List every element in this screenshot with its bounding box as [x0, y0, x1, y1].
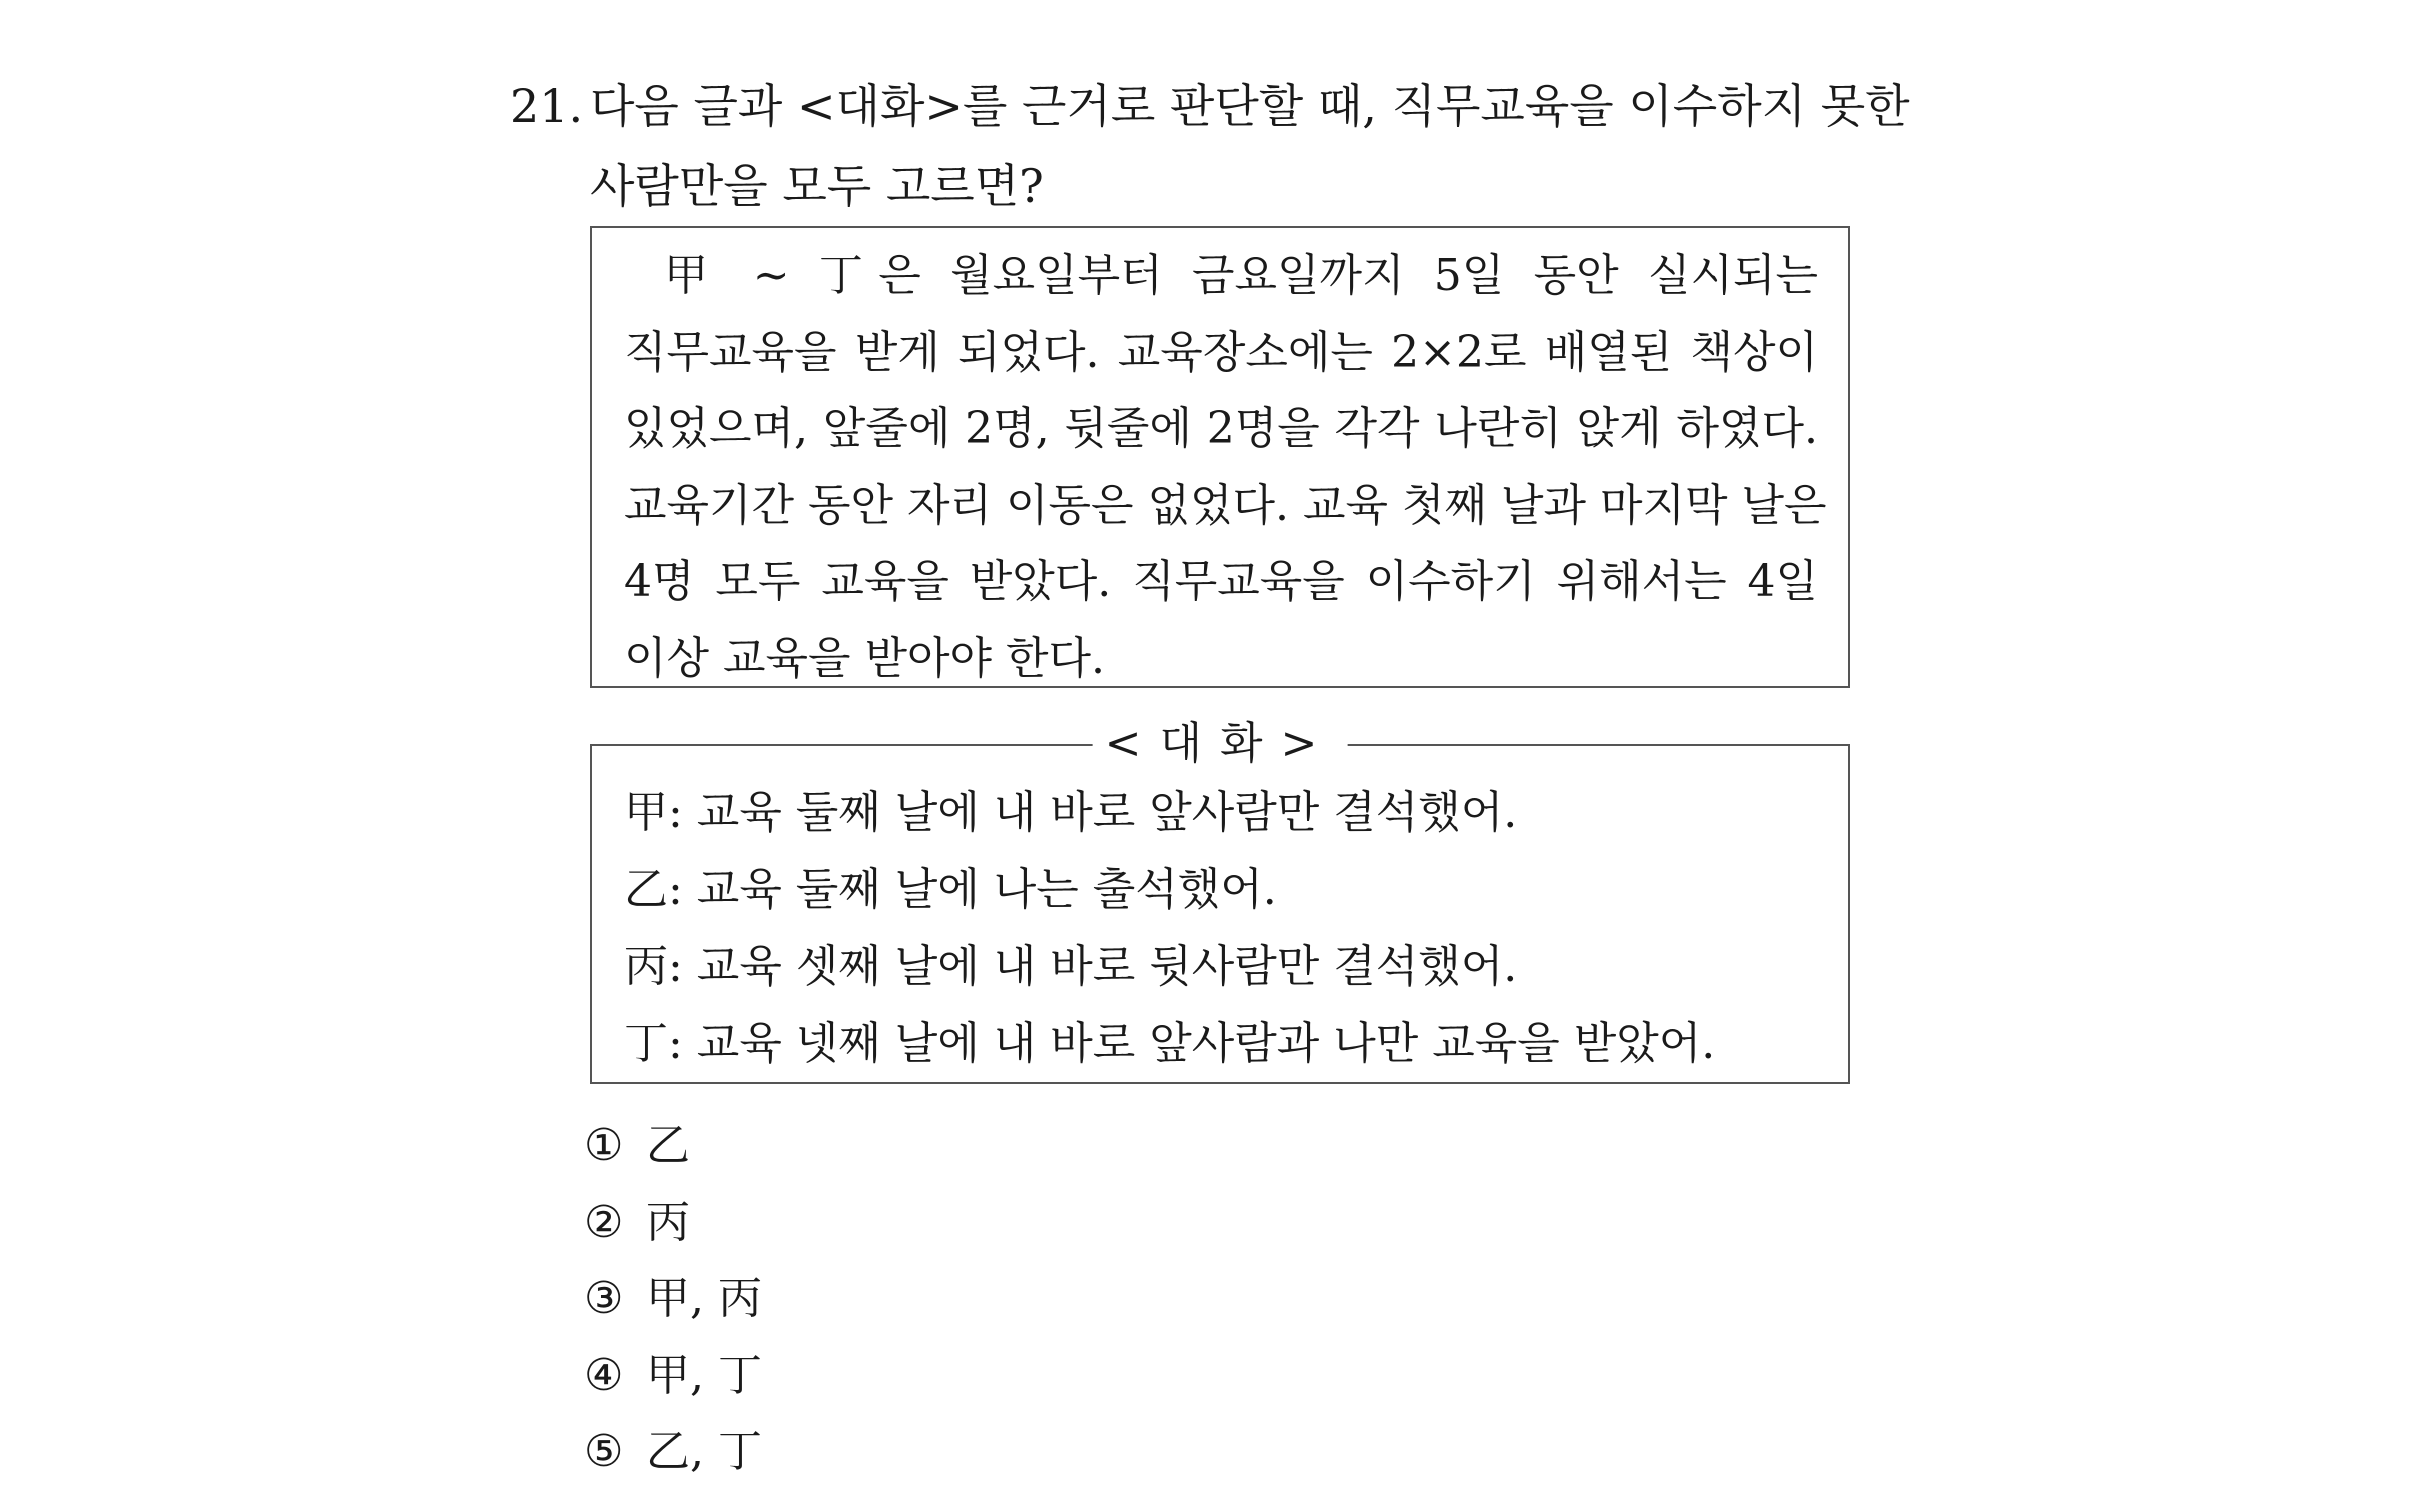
question — [510, 66, 1910, 226]
question-stem-line-1 — [510, 66, 1910, 146]
passage-line: 교육기간 동안 자리 이동은 없었다. 교육 첫째 날과 마지막 날은 — [624, 479, 1827, 531]
dialogue-line-eul: 乙: 교육 둘째 날에 나는 출석했어. — [624, 864, 1277, 915]
choice-mark: ③ — [584, 1273, 624, 1324]
choice-4[interactable] — [584, 1338, 762, 1415]
choice-mark: ④ — [584, 1349, 624, 1401]
choice-text: 丙 — [646, 1196, 690, 1248]
passage-line: 직무교육을 받게 되었다. 교육장소에는 2×2로 배열된 책상이 — [624, 326, 1818, 378]
dialogue-body — [592, 746, 1848, 1082]
dialogue-title: <대화> — [1093, 716, 1348, 772]
passage-line: 4명 모두 교육을 받았다. 직무교육을 이수하기 위해서는 4일 — [624, 556, 1818, 607]
passage-box — [590, 226, 1850, 688]
choice-1[interactable] — [584, 1108, 762, 1185]
choice-5[interactable] — [584, 1414, 762, 1491]
choice-text: 甲, 丁 — [646, 1349, 762, 1401]
passage-line: 甲 ~ 丁은 월요일부터 금요일까지 5일 동안 실시되는 — [664, 250, 1818, 301]
answer-choices — [584, 1108, 762, 1491]
question-text-1: 다음 글과 <대화>를 근거로 판단할 때, 직무교육을 이수하지 못한 — [590, 79, 1910, 133]
choice-mark: ⑤ — [584, 1426, 624, 1477]
passage-line: 있었으며, 앞줄에 2명, 뒷줄에 2명을 각각 나란히 앉게 하였다. — [624, 403, 1818, 454]
choice-3[interactable] — [584, 1261, 762, 1338]
question-number: 21. — [510, 79, 584, 133]
choice-2[interactable] — [584, 1185, 762, 1262]
dialogue-line-jeong: 丁: 교육 넷째 날에 내 바로 앞사람과 나만 교육을 받았어. — [624, 1018, 1716, 1069]
choice-text: 甲, 丙 — [646, 1273, 762, 1324]
dialogue-line-byeong: 丙: 교육 셋째 날에 내 바로 뒷사람만 결석했어. — [624, 941, 1518, 992]
passage-line: 이상 교육을 받아야 한다. — [624, 632, 1105, 684]
choice-text: 乙, 丁 — [646, 1426, 762, 1477]
dialogue-box — [590, 718, 1850, 1084]
dialogue-line-gap: 甲: 교육 둘째 날에 내 바로 앞사람만 결석했어. — [624, 787, 1518, 838]
choice-mark: ① — [584, 1120, 624, 1171]
choice-text: 乙 — [646, 1120, 690, 1171]
choice-mark: ② — [584, 1196, 624, 1248]
question-stem-line-2: 사람만을 모두 고르면? — [590, 159, 1044, 213]
